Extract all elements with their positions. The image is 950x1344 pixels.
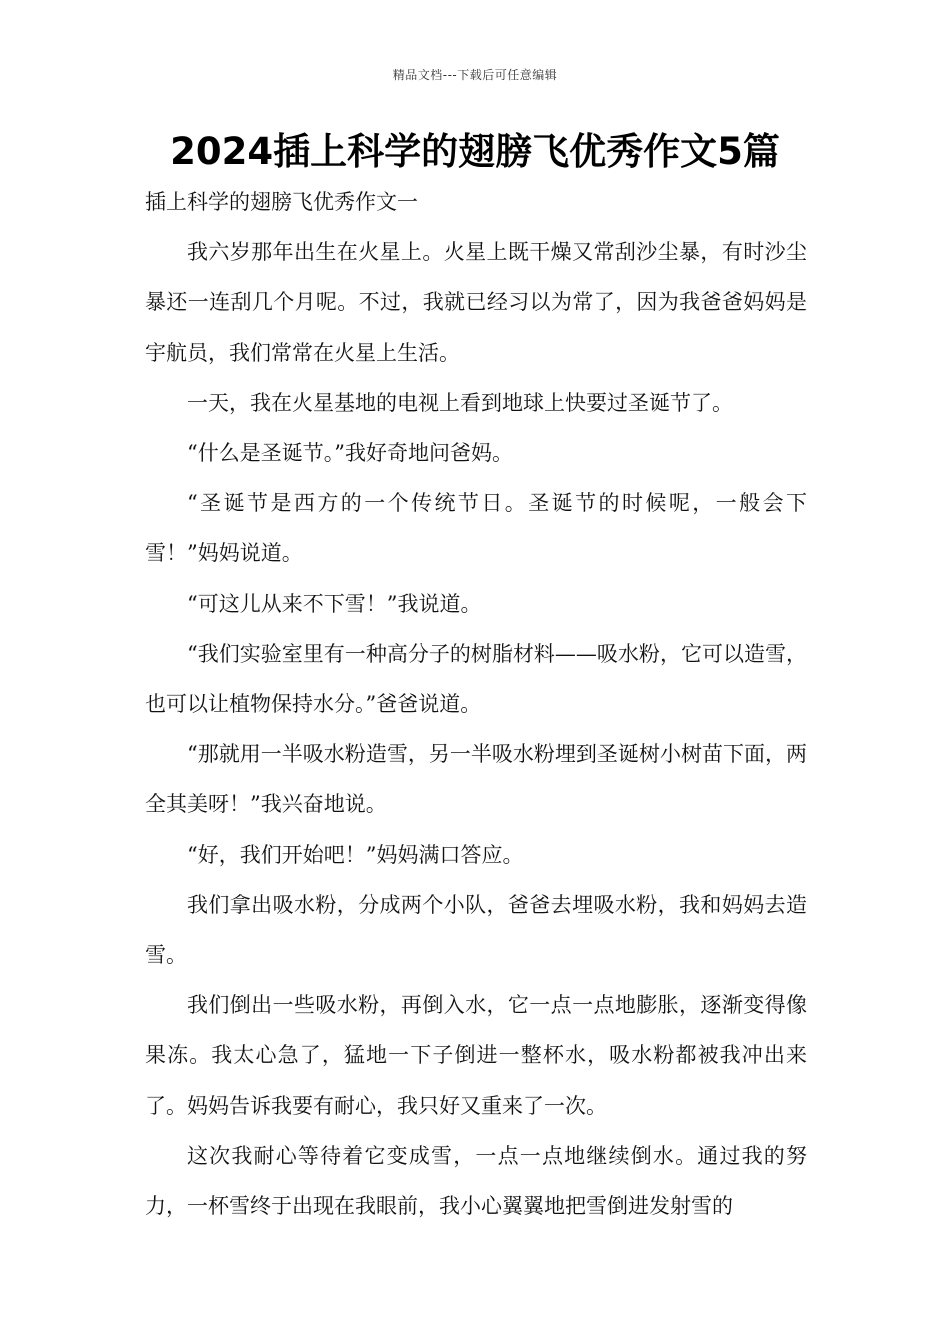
paragraph: 我六岁那年出生在火星上。火星上既干燥又常刮沙尘暴，有时沙尘暴还一连刮几个月呢。不过，我就已经习以为常了，因为我爸爸妈妈是宇航员，我们常常在火星上生活。: [145, 240, 807, 365]
paragraph: 一天，我在火星基地的电视上看到地球上快要过圣诞节了。: [187, 390, 733, 415]
paragraph: “可这儿从来不下雪！”我说道。: [187, 591, 482, 616]
document-body: [145, 177, 807, 1231]
paragraph: 我们拿出吸水粉，分成两个小队，爸爸去埋吸水粉，我和妈妈去造雪。: [145, 892, 807, 968]
header-note: 精品文档---下载后可任意编辑: [392, 68, 558, 82]
document-title: 2024插上科学的翅膀飞优秀作文5篇: [170, 130, 780, 173]
paragraph: “好，我们开始吧！”妈妈满口答应。: [187, 842, 524, 867]
paragraph: “什么是圣诞节。”我好奇地问爸妈。: [187, 441, 513, 466]
paragraph: “那就用一半吸水粉造雪，另一半吸水粉埋到圣诞树小树苗下面，两全其美呀！”我兴奋地说。: [145, 742, 807, 817]
paragraph: “我们实验室里有一种高分子的树脂材料——吸水粉，它可以造雪，也可以让植物保持水分。”爸爸说道。: [145, 641, 807, 717]
paragraph: 我们倒出一些吸水粉，再倒入水，它一点一点地膨胀，逐渐变得像果冻。我太心急了，猛地一下子倒进一整杯水，吸水粉都被我冲出来了。妈妈告诉我要有耐心，我只好又重来了一次。: [145, 993, 807, 1118]
paragraph: “圣诞节是西方的一个传统节日。圣诞节的时候呢，一般会下雪！”妈妈说道。: [145, 491, 807, 566]
paragraph: 这次我耐心等待着它变成雪，一点一点地继续倒水。通过我的努力，一杯雪终于出现在我眼前，我小心翼翼地把雪倒进发射雪的: [145, 1143, 807, 1219]
section-heading: 插上科学的翅膀飞优秀作文一: [145, 190, 418, 214]
